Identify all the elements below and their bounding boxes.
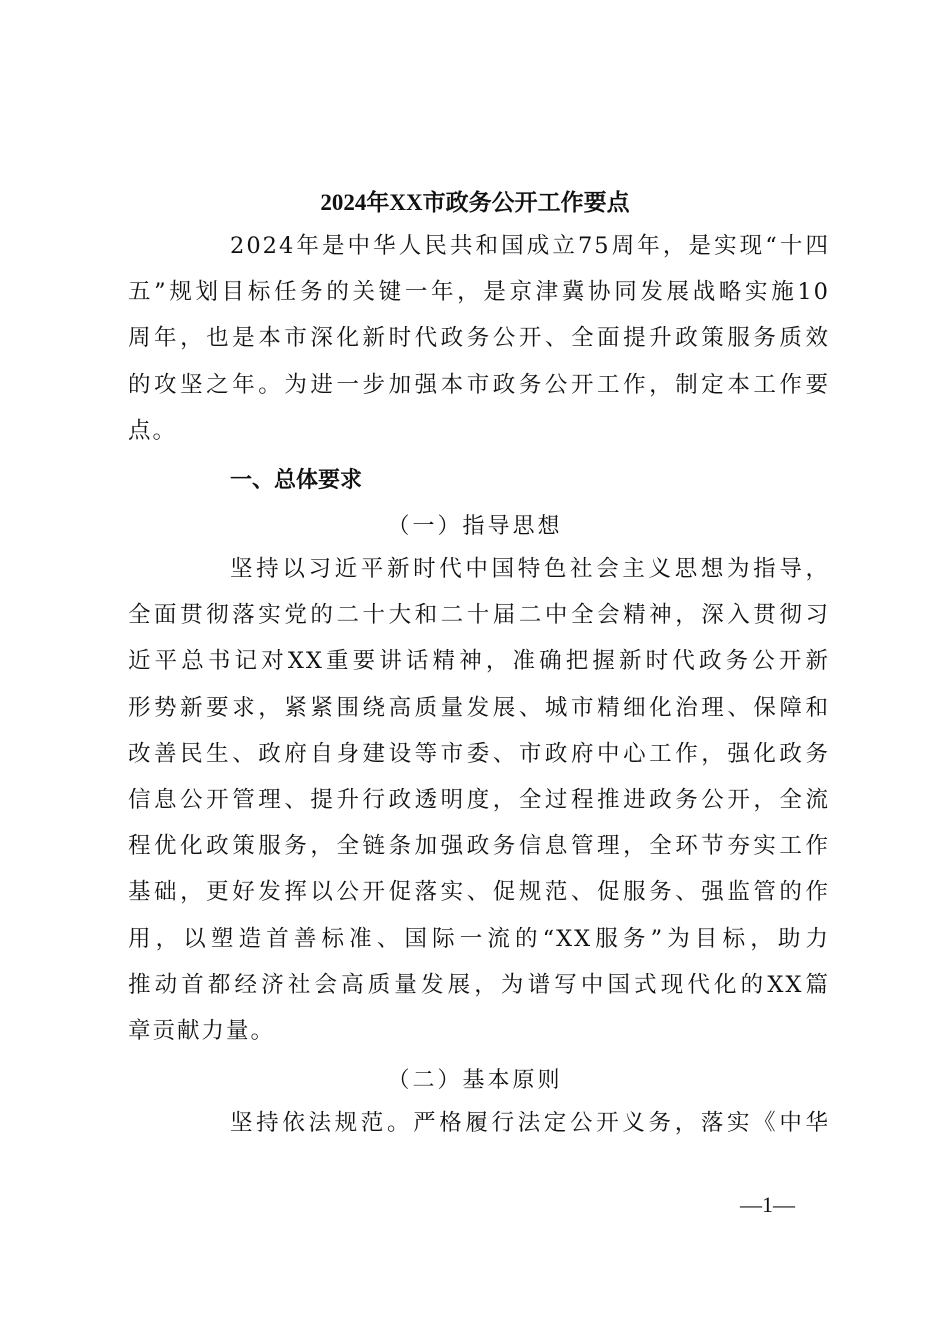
- text-line: 坚持依法规范。严格履行法定公开义务，落实《中华: [230, 1110, 830, 1136]
- text-line: 章贡献力量。: [128, 1018, 276, 1044]
- text-line: 点。: [128, 417, 178, 444]
- text-line: 五”规划目标任务的关键一年，是京津冀协同发展战略实施10: [128, 279, 830, 306]
- section-heading: 一、总体要求: [230, 468, 363, 493]
- text-line: 周年，也是本市深化新时代政务公开、全面提升政策服务质效: [128, 325, 830, 352]
- text-line: 改善民生、政府自身建设等市委、市政府中心工作，强化政务: [128, 740, 830, 767]
- text-line: 形势新要求，紧紧围绕高质量发展、城市精细化治理、保障和: [128, 694, 830, 721]
- text-line: 基础，更好发挥以公开促落实、促规范、促服务、强监管的作: [128, 879, 830, 906]
- subsection-heading-principles: （二）基本原则: [387, 1068, 563, 1093]
- page-number: —1—: [740, 1192, 795, 1217]
- text-line: 用，以塑造首善标准、国际一流的“XX服务”为目标，助力: [128, 925, 830, 952]
- text-line: 近平总书记对XX重要讲话精神，准确把握新时代政务公开新: [128, 648, 830, 675]
- text-line: 推动首都经济社会高质量发展，为谱写中国式现代化的XX篇: [128, 971, 830, 998]
- text-line: 2024年是中华人民共和国成立75周年，是实现“十四: [230, 233, 830, 259]
- text-line: 的攻坚之年。为进一步加强本市政务公开工作，制定本工作要: [128, 371, 830, 398]
- text-line: 全面贯彻落实党的二十大和二十届二中全会精神，深入贯彻习: [128, 602, 830, 629]
- document-title: 2024年XX市政务公开工作要点: [320, 190, 630, 215]
- text-line: 程优化政策服务，全链条加强政务信息管理，全环节夯实工作: [128, 833, 830, 860]
- text-line: 坚持以习近平新时代中国特色社会主义思想为指导，: [230, 556, 830, 582]
- text-line: 信息公开管理、提升行政透明度，全过程推进政务公开，全流: [128, 787, 830, 813]
- subsection-heading-guiding: （一）指导思想: [387, 514, 563, 539]
